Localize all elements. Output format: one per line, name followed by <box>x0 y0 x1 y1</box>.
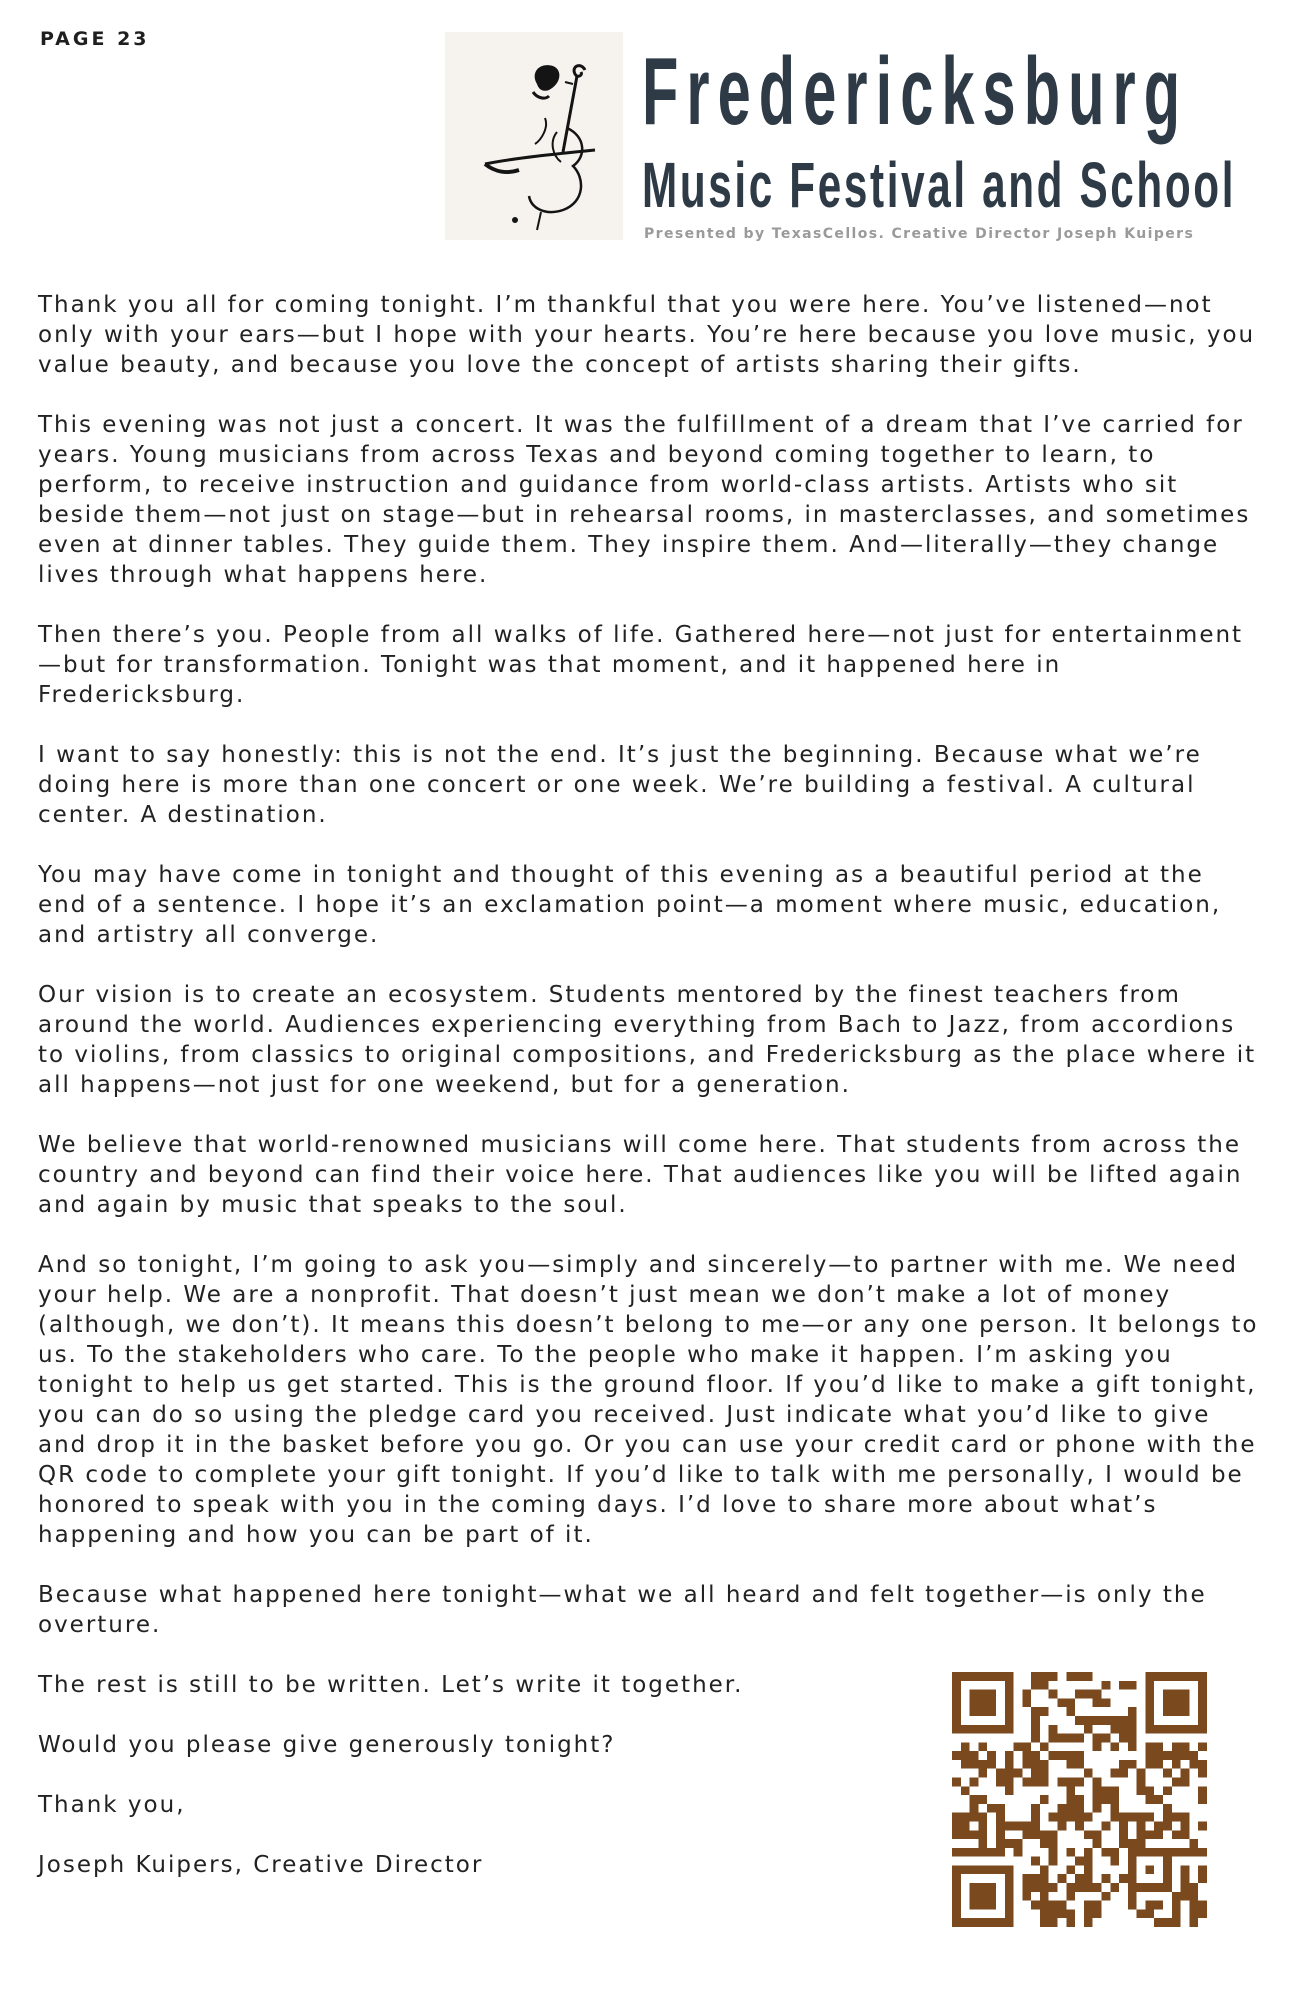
letter-paragraph: You may have come in tonight and thought of this evening as a beautiful period at the end of a sentence. I hope it’s an exclamation point—a moment where music, education, and artistry all converge. <box>38 862 1222 948</box>
page-number: PAGE 23 <box>40 28 150 50</box>
letter-paragraph: We believe that world-renowned musicians will come here. That students from across the country and beyond can find their voice here. That audiences like you will be lifted again and again by music that speaks to the soul. <box>38 1132 1243 1218</box>
festival-subtitle: Music Festival and School <box>642 149 1237 221</box>
qr-code-icon[interactable] <box>952 1672 1207 1927</box>
letter-paragraph: Then there’s you. People from all walks of life. Gathered here—not just for entertainment—but for transformation. Tonight was that moment, and it happened here in Fredericksburg. <box>38 622 1244 708</box>
letter-paragraph: Thank you all for coming tonight. I’m thankful that you were here. You’ve listened—not only with your ears—but I hope with your hearts. You’re here because you love music, you value beauty, and because you love the concept of artists sharing their gifts. <box>38 292 1256 378</box>
letter-paragraph: And so tonight, I’m going to ask you—simply and sincerely—to partner with me. We need your help. We are a nonprofit. That doesn’t just mean we don’t make a lot of money (although, we don’t). It means this doesn’t belong to me—or any one person. It belongs to us. To the stakeholders who care. To the people who make it happen. I’m asking you tonight to help us get started. This is the ground floor. If you’d like to make a gift tonight, you can do so using the pledge card you received. Just indicate what you’d like to give and drop it in the basket before you go. Or you can use your credit card or phone with the QR code to complete your gift tonight. If you’d like to talk with me personally, I would be honored to speak with you in the coming days. I’d love to share more about what’s happening and how you can be part of it. <box>38 1252 1259 1548</box>
letter-body <box>38 290 1260 1910</box>
letter-paragraph: Because what happened here tonight—what we all heard and felt together—is only the overture. <box>38 1582 1207 1638</box>
letter-paragraph: This evening was not just a concert. It was the fulfillment of a dream that I’ve carried for years. Young musicians from across Texas and beyond coming together to learn, to perform, to receive instruction and guidance from world-class artists. Artists who sit beside them—not just on stage—but in rehearsal rooms, in masterclasses, and sometimes even at dinner tables. They guide them. They inspire them. And—literally—they change lives through what happens here. <box>38 412 1251 588</box>
festival-title: Fredericksburg <box>642 38 1189 145</box>
closing-line: Thank you, <box>38 1792 186 1818</box>
letter-paragraph: Our vision is to create an ecosystem. Students mentored by the finest teachers from around the world. Audiences experiencing everything from Bach to Jazz, from accordions to violins, from classics to original compositions, and Fredericksburg as the place where it all happens—not just for one weekend, but for a generation. <box>38 982 1257 1098</box>
letter-paragraph: I want to say honestly: this is not the end. It’s just the beginning. Because what we’re doing here is more than one concert or one week. We’re building a festival. A cultural center. A destination. <box>38 742 1202 828</box>
cellist-ink-drawing-icon <box>445 32 623 240</box>
presented-by-line: Presented by TexasCellos. Creative Director Joseph Kuipers <box>644 226 1195 242</box>
closing-line: The rest is still to be written. Let’s write it together. <box>38 1672 744 1698</box>
closing-line: Would you please give generously tonight? <box>38 1732 616 1758</box>
signature-line: Joseph Kuipers, Creative Director <box>38 1852 484 1878</box>
